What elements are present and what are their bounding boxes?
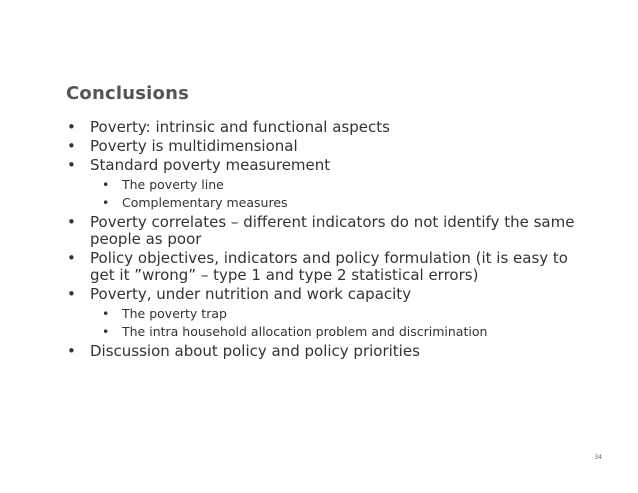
sub-bullet-dot: • — [102, 324, 110, 339]
bullet-dot: • — [67, 137, 76, 155]
bullet-item — [67, 343, 587, 360]
bullet-text: Poverty, under nutrition and work capacity — [90, 285, 412, 303]
sub-bullet-list — [90, 176, 587, 211]
bullet-text: Discussion about policy and policy priorities — [90, 342, 420, 360]
sub-bullet-item — [90, 323, 587, 340]
sub-bullet-item — [90, 194, 587, 211]
bullet-dot: • — [67, 156, 76, 174]
slide-title: Conclusions — [66, 83, 190, 104]
bullet-item — [67, 119, 587, 136]
bullet-list — [67, 119, 587, 362]
sub-bullet-text: The intra household allocation problem and discrimination — [122, 324, 488, 339]
bullet-text: Poverty: intrinsic and functional aspects — [90, 118, 390, 136]
sub-bullet-item — [90, 176, 587, 193]
sub-bullet-dot: • — [102, 177, 110, 192]
bullet-text: Standard poverty measurement — [90, 156, 331, 174]
bullet-item — [67, 286, 587, 340]
sub-bullet-text: Complementary measures — [122, 195, 288, 210]
bullet-item — [67, 157, 587, 211]
bullet-dot: • — [67, 249, 76, 267]
bullet-item — [67, 250, 587, 284]
sub-bullet-dot: • — [102, 195, 110, 210]
page-number: 34 — [594, 454, 602, 461]
bullet-dot: • — [67, 213, 76, 231]
bullet-dot: • — [67, 342, 76, 360]
sub-bullet-text: The poverty line — [122, 177, 224, 192]
bullet-text: Policy objectives, indicators and policy formulation (it is easy to get it ”wrong” – type 1 and type 2 statistical errors) — [90, 249, 568, 284]
sub-bullet-dot: • — [102, 306, 110, 321]
bullet-dot: • — [67, 118, 76, 136]
bullet-item — [67, 214, 587, 248]
sub-bullet-item — [90, 305, 587, 322]
bullet-text: Poverty is multidimensional — [90, 137, 298, 155]
sub-bullet-list — [90, 305, 587, 340]
sub-bullet-text: The poverty trap — [122, 306, 227, 321]
bullet-dot: • — [67, 285, 76, 303]
bullet-item — [67, 138, 587, 155]
bullet-text: Poverty correlates – different indicators do not identify the same people as poor — [90, 213, 575, 248]
